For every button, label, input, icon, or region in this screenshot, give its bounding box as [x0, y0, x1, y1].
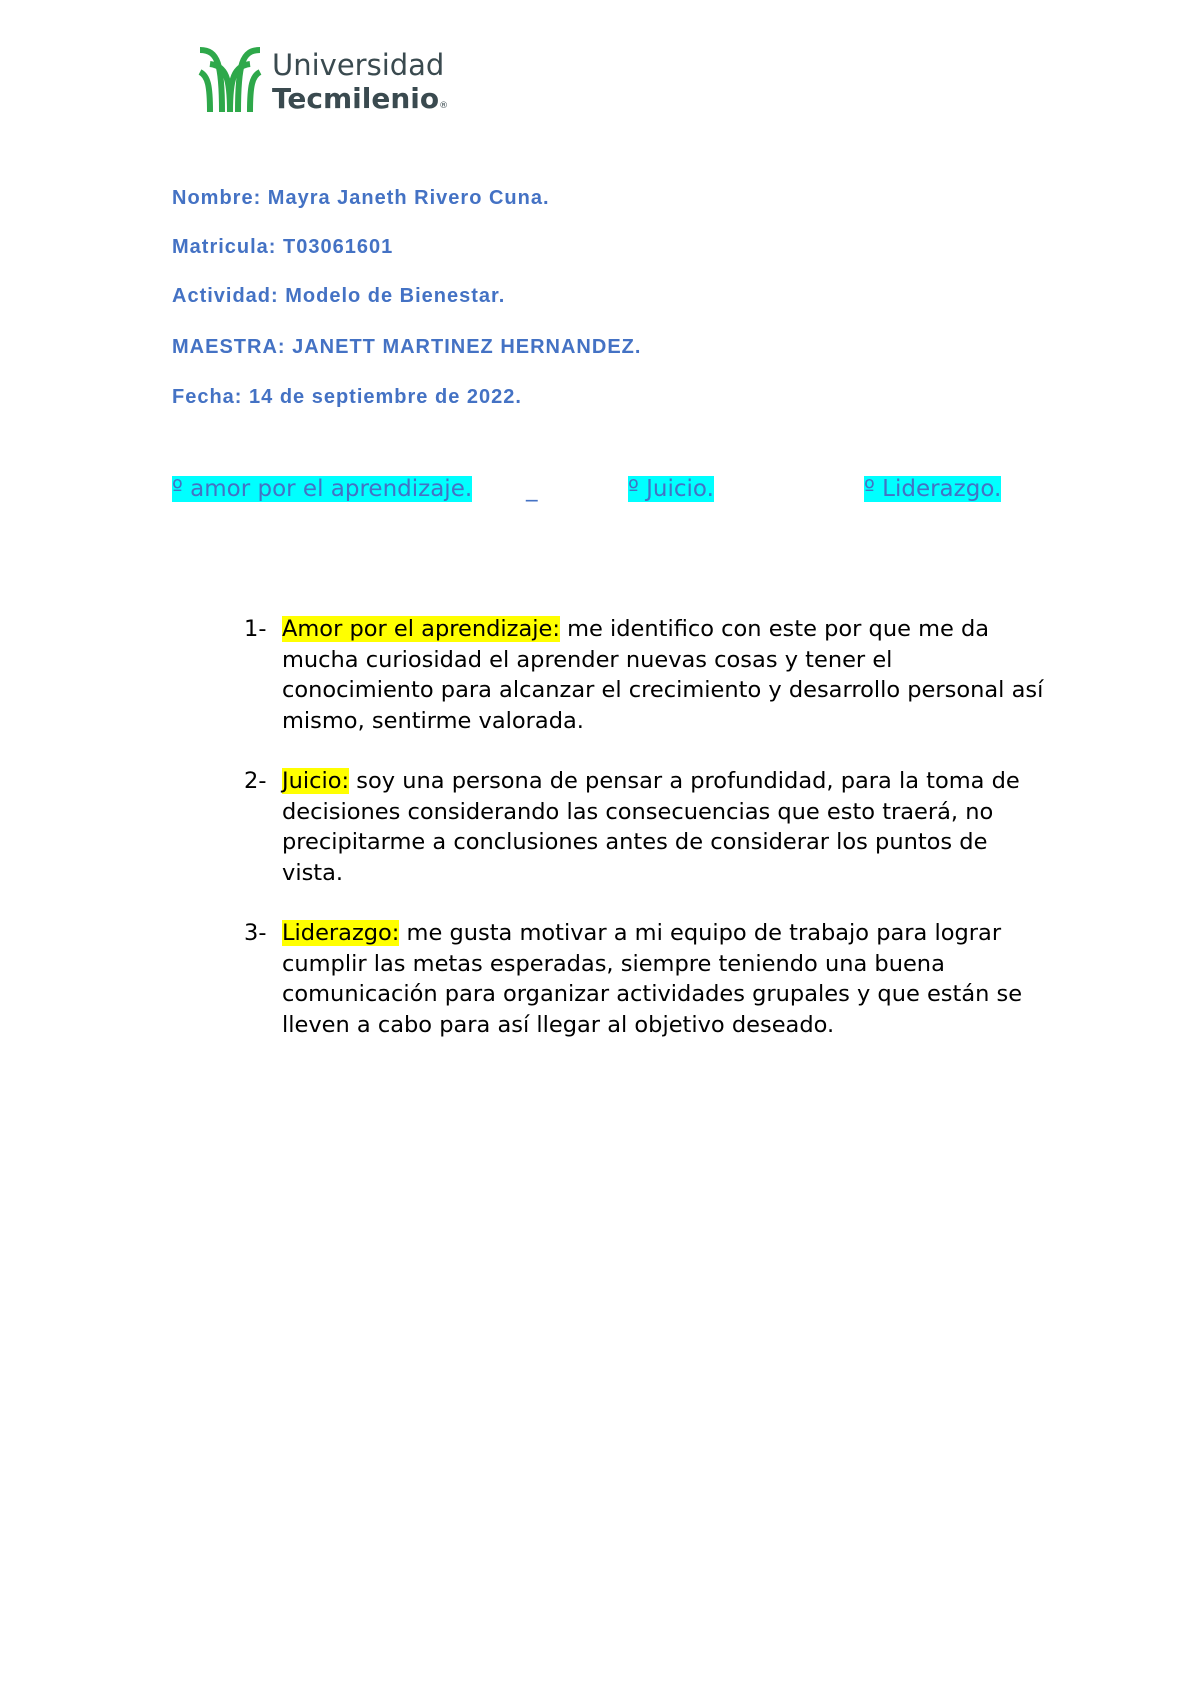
tecmilenio-leaf-icon	[196, 44, 264, 114]
list-item-body	[282, 614, 1044, 736]
student-id: Matricula: T03061601	[172, 236, 394, 258]
list-item-number: 1-	[244, 616, 267, 642]
logo-text-tecmilenio	[272, 82, 448, 115]
list-item-body	[282, 918, 1044, 1040]
strength-leadership	[864, 476, 1001, 502]
strength-leadership-text: º Liderazgo.	[864, 476, 1002, 502]
list-item-text: me identifico con este por que me da mucha curiosidad el aprender nuevas cosas y tener el conocimiento para alcanzar el crecimiento y desarrollo personal así mismo, sentirme valorada.	[282, 616, 1044, 734]
list-item-title: Liderazgo:	[282, 920, 400, 946]
list-item-body	[282, 766, 1044, 888]
strength-judgment-text: º Juicio.	[628, 476, 714, 502]
university-logo	[196, 44, 476, 118]
list-item-1	[244, 614, 1044, 736]
date: Fecha: 14 de septiembre de 2022.	[172, 386, 522, 408]
strength-love-of-learning-text: º amor por el aprendizaje.	[172, 476, 473, 502]
list-item-3	[244, 918, 1044, 1040]
list-item-number: 2-	[244, 768, 267, 794]
strength-love-of-learning	[172, 476, 472, 502]
logo-text-universidad: Universidad	[272, 48, 445, 82]
list-item-number: 3-	[244, 920, 267, 946]
list-item-2	[244, 766, 1044, 888]
list-item-title: Juicio:	[282, 768, 350, 794]
strength-separator: _	[526, 476, 538, 502]
list-item-text: soy una persona de pensar a profundidad, para la toma de decisiones considerando las consecuencias que esto traerá, no precipitarme a conclusiones antes de considerar los puntos de vista.	[282, 768, 1020, 886]
list-item-text: me gusta motivar a mi equipo de trabajo para lograr cumplir las metas esperadas, siempre teniendo una buena comunicación para organizar actividades grupales y que están se lleven a cabo para así llegar al objetivo deseado.	[282, 920, 1023, 1038]
activity-title: Actividad: Modelo de Bienestar.	[172, 285, 506, 307]
teacher-name: MAESTRA: JANETT MARTINEZ HERNANDEZ.	[172, 336, 642, 358]
list-item-title: Amor por el aprendizaje:	[282, 616, 560, 642]
registered-mark: ®	[439, 101, 449, 111]
strength-judgment	[628, 476, 714, 502]
logo-text-tecmilenio-word: Tecmilenio	[272, 82, 440, 115]
student-name: Nombre: Mayra Janeth Rivero Cuna.	[172, 187, 550, 209]
